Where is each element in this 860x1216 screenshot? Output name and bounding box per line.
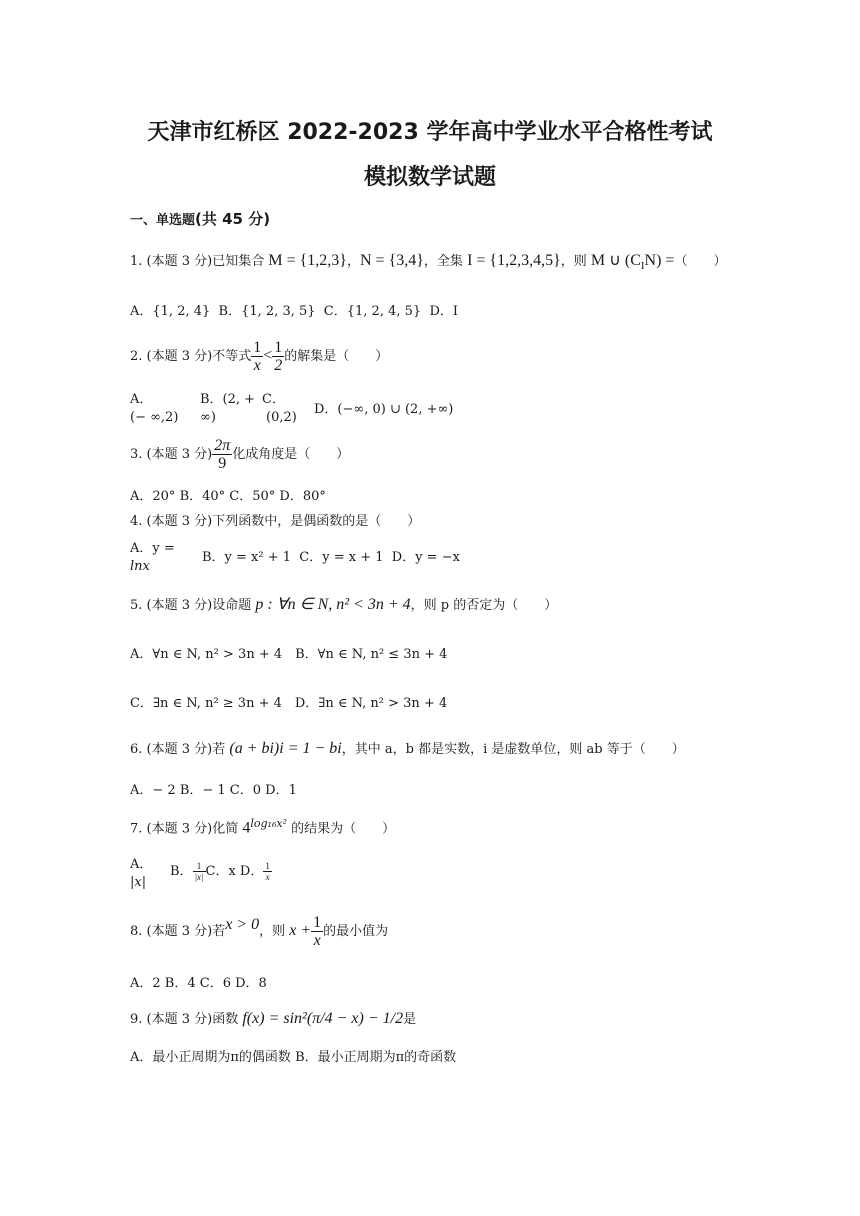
question-2 <box>130 339 388 374</box>
option-c: C．y = x + 1 <box>299 550 384 565</box>
option-d: D．I <box>429 304 458 319</box>
question-9-head: 9. (本题 3 分)函数 <box>130 1012 243 1027</box>
question-1-head: 1. (本题 3 分)已知集合 <box>130 254 269 269</box>
question-5-proposition: p : ∀n ∈ N, n² < 3n + 4 <box>255 596 411 613</box>
question-1-set-i: I = {1,2,3,4,5} <box>467 252 561 269</box>
question-2-option-c-value: (0,2) <box>266 410 297 425</box>
question-6-equation: (a + bi)i = 1 − bi <box>229 740 342 757</box>
option-d-fraction: $\frac{1}{x}$ <box>265 861 270 882</box>
option-b-fraction: $\frac{1}{|x|}$ <box>194 861 204 882</box>
option-b: B． <box>170 864 193 879</box>
question-2-option-c-label: C． <box>262 392 285 407</box>
question-4-options-bcd <box>202 546 460 565</box>
question-7-options-bcd <box>170 860 272 882</box>
question-3-tail: 化成角度是（ ） <box>232 447 350 462</box>
question-4-option-a-label: A．y = <box>130 541 175 556</box>
question-2-tail: 的解集是（ ） <box>284 349 389 364</box>
question-6-options: A．− 2 B．− 1 C．0 D．1 <box>130 783 297 798</box>
question-6-head: 6. (本题 3 分)若 <box>130 742 230 757</box>
question-1-sep: ， <box>346 254 360 269</box>
question-1-paren: （ ） <box>674 254 727 269</box>
question-2-head: 2. (本题 3 分)不等式 <box>130 349 252 364</box>
question-1-expression: M ∪ $(C_IN)$ = <box>590 252 675 273</box>
section-heading <box>130 208 270 229</box>
question-8-fraction: $\frac{1}{x}$ <box>313 914 322 949</box>
page-title: 天津市红桥区 2022-2023 学年高中学业水平合格性考试 <box>147 120 713 145</box>
question-5-head: 5. (本题 3 分)设命题 <box>130 598 256 613</box>
question-7-base: 4 <box>242 819 251 837</box>
section-score: (共 45 分) <box>195 210 271 228</box>
question-5-options-ab: A．∀n ∈ N, n² > 3n + 4 B．∀n ∈ N, n² ≤ 3n + 4 <box>130 647 448 662</box>
question-8 <box>130 914 388 949</box>
question-8-mid: ，则 <box>259 924 290 939</box>
question-2-option-b-value: ∞) <box>200 410 216 425</box>
question-5-tail: ，则 p 的否定为（ ） <box>410 598 558 613</box>
question-2-option-b-label: B．(2, + <box>200 392 256 407</box>
question-3-options: A．20° B．40° C．50° D．80° <box>130 489 326 504</box>
question-9-tail: 是 <box>403 1012 417 1027</box>
question-8-options: A．2 B．4 C．6 D．8 <box>130 976 267 991</box>
question-7-option-a-value: |x| <box>130 875 147 890</box>
question-2-fraction-1: $\frac{1}{x}$ <box>253 339 262 374</box>
question-4-option-a-value: lnx <box>130 559 150 574</box>
question-2-option-d: D．(−∞, 0) ∪ (2, +∞) <box>314 402 454 417</box>
question-1-set-n: N = {3,4} <box>359 252 424 269</box>
question-7-tail: 的结果为（ ） <box>286 821 396 837</box>
question-8-condition: x > 0 <box>225 916 260 933</box>
question-8-head: 8. (本题 3 分)若 <box>130 924 226 939</box>
question-2-fraction-2: $\frac{1}{2}$ <box>274 339 283 374</box>
question-3-head: 3. (本题 3 分) <box>130 447 213 462</box>
question-9 <box>130 1008 416 1028</box>
question-7-option-a-label: A． <box>130 857 153 872</box>
question-1-set-m: M = {1,2,3} <box>268 252 347 269</box>
question-3-fraction: $\frac{2\pi}{9}$ <box>214 437 231 472</box>
question-4: 4. (本题 3 分)下列函数中，是偶函数的是（ ） <box>130 514 421 529</box>
question-6 <box>130 738 685 758</box>
question-7 <box>130 817 395 837</box>
question-9-options: A．最小正周期为π的偶函数 B．最小正周期为π的奇函数 <box>130 1050 457 1065</box>
question-9-function: f(x) = sin²(π/4 − x) − 1/2 <box>242 1010 404 1027</box>
section-prefix: 一、单选题 <box>130 213 196 228</box>
question-1-mid: ，全集 <box>423 254 468 269</box>
option-c-d: C．x D． <box>205 864 264 879</box>
question-2-option-a-value: (− ∞,2) <box>130 410 179 425</box>
option-b: B．y = x² + 1 <box>202 550 292 565</box>
option-d: D．y = −x <box>391 550 460 565</box>
question-3 <box>130 437 349 472</box>
question-1-tail: ，则 <box>560 254 591 269</box>
question-7-head: 7. (本题 3 分)化简 <box>130 821 243 837</box>
question-6-tail: ，其中 a，b 都是实数，i 是虚数单位，则 ab 等于（ ） <box>341 742 685 757</box>
page-subtitle: 模拟数学试题 <box>363 165 496 190</box>
option-a: A．{1, 2, 4} <box>130 304 211 319</box>
option-c: C．{1, 2, 4, 5} <box>323 304 422 319</box>
question-1-options <box>130 300 458 319</box>
question-8-tail: 的最小值为 <box>323 924 389 939</box>
question-2-less-than: < <box>263 347 273 364</box>
question-1 <box>130 250 726 272</box>
question-8-expression: x + <box>289 922 312 939</box>
question-7-exponent: log₁₆x² <box>250 817 287 830</box>
question-5 <box>130 594 557 614</box>
question-5-options-cd: C．∃n ∈ N, n² ≥ 3n + 4 D．∃n ∈ N, n² > 3n + 4 <box>130 696 448 711</box>
question-2-option-a-label: A． <box>130 392 153 407</box>
option-b: B．{1, 2, 3, 5} <box>218 304 316 319</box>
